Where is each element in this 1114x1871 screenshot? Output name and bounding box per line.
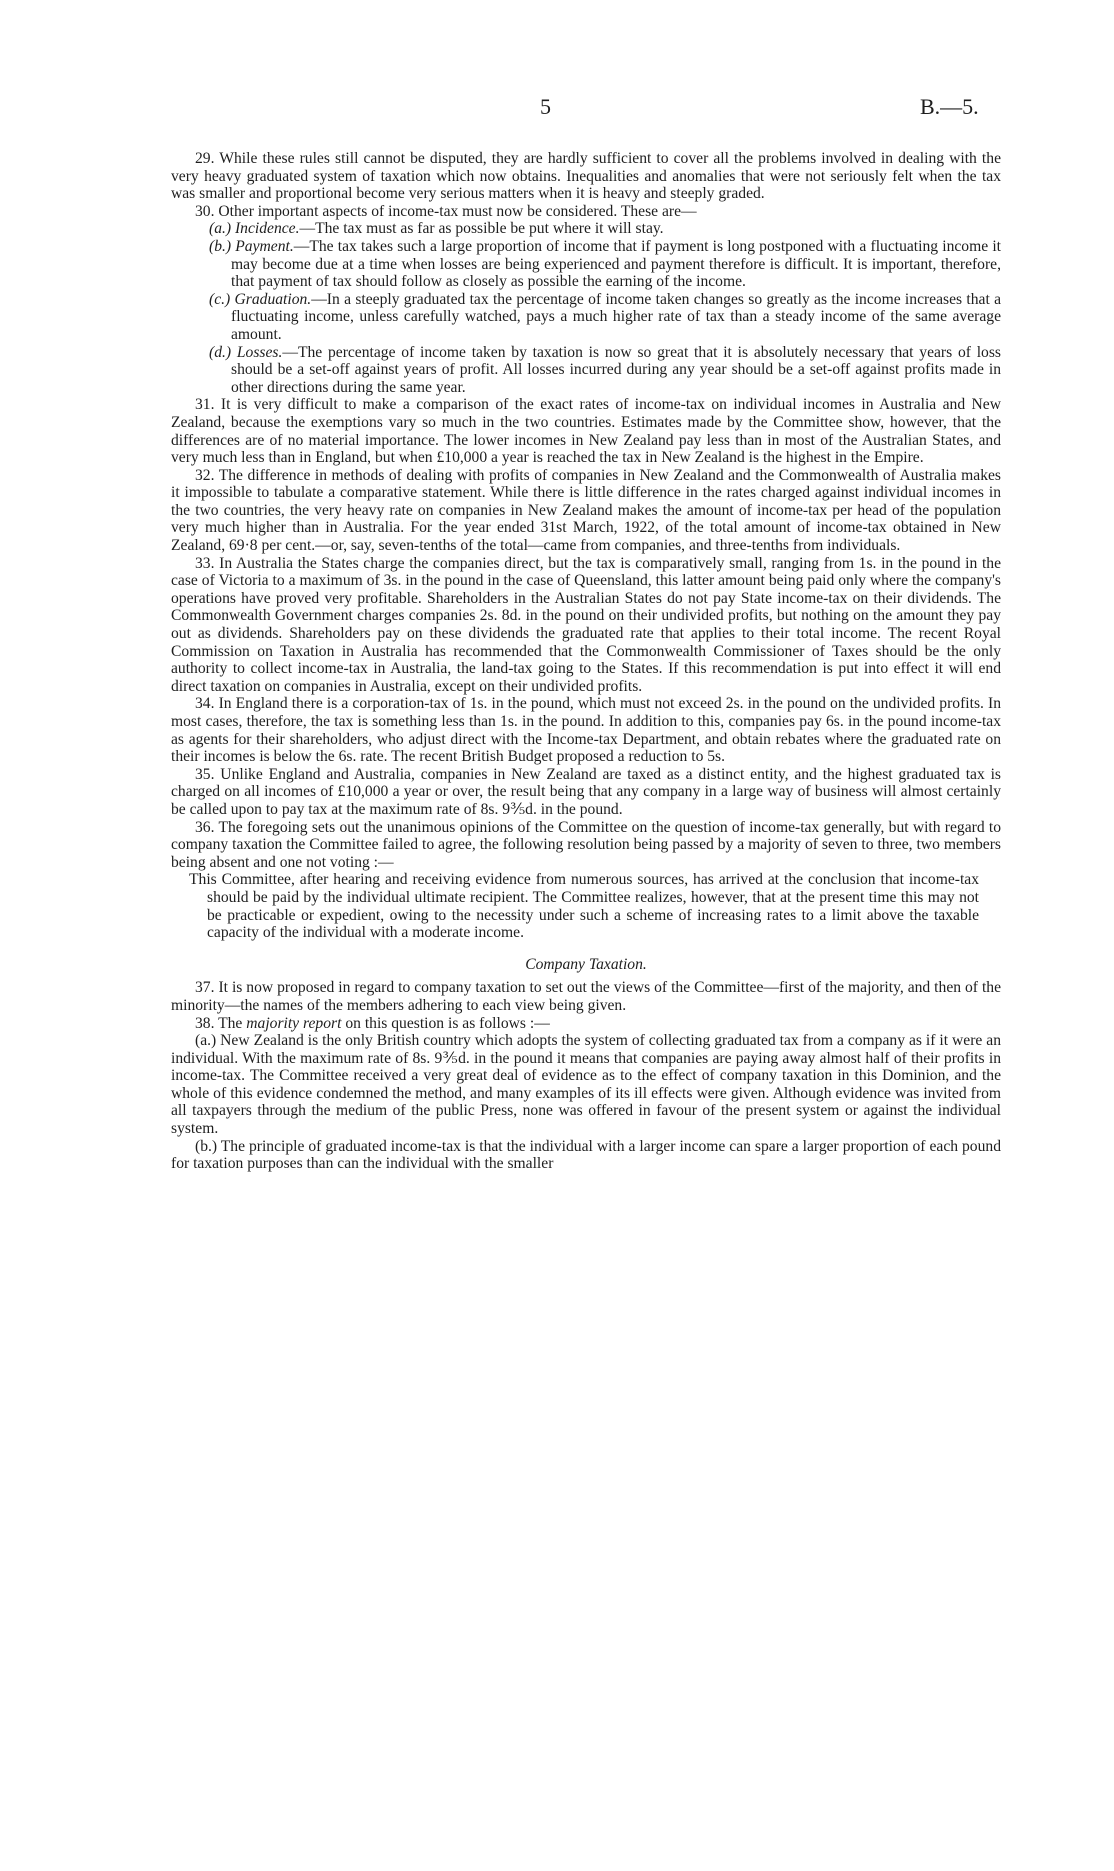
item-graduation: (c.) Graduation.—In a steeply graduated tax the percentage of income taken changes so greatly as the income increases that a fluctuating income, unless carefully watched, pays a much higher rate of tax than a steady income of the same average amount. — [209, 290, 1002, 343]
item-payment: (b.) Payment.—The tax takes such a large proportion of income that if payment is long postponed with a fluctuating income it may become due at a time when losses are being experienced and payment therefore is difficult. It is important, therefore, that payment of tax should follow as closely as possible the earning of the income. — [209, 237, 1001, 291]
paragraph-37: 37. It is now proposed in regard to company taxation to set out the views of the Committee—first of the majority, and then of the minority—the names of the members adhering to each view being given. — [171, 979, 1001, 1014]
paragraph-32: 32. The difference in methods of dealing with profits of companies in New Zealand and the Commonwealth of Australia makes it impossible to tabulate a comparative statement. While there is little difference in the rates charged against individual incomes in the two countries, the very heavy rate on companies in New Zealand makes the amount of income-tax per head of the population very much higher than in Australia. For the year ended 31st March, 1922, of the total amount of income-tax obtained in New Zealand, 69·8 per cent.—or, say, seven-tenths of the total—came from companies, and three-tenths from individuals. — [171, 466, 1001, 555]
item-label: (c.) Graduation. — [209, 290, 312, 308]
item-label: (a.) Incidence. — [209, 220, 300, 238]
paragraph-33: 33. In Australia the States charge the companies direct, but the tax is comparatively small, ranging from 1s. in the pound in the case of Victoria to a maximum of 3s. in the pound in the case of Queensland, this latter amount being paid only where the company's operations have proved very profitable. Shareholders in the Australian States do not pay State income-tax on their dividends. The Commonwealth Government charges companies 2s. 8d. in the pound on their undivided profits, but nothing on the amount they pay out as dividends. Shareholders pay on these dividends the graduated rate that applies to their total income. The recent Royal Commission on Taxation in Australia has recommended that the Commonwealth Commissioner of Taxes should be the only authority to collect income-tax in Australia, the land-tax going to the States. If this recommendation is put into effect it will end direct taxation on companies in Australia, except on their undivided profits. — [171, 554, 1001, 695]
paragraph-29: 29. While these rules still cannot be disputed, they are hardly sufficient to cover all the problems involved in dealing with the very heavy graduated system of taxation which now obtains. Inequalities and anomalies that were not seriously felt when the tax was smaller and proportional become very serious matters when it is heavy and steeply graded. — [171, 150, 1001, 203]
paragraph-34: 34. In England there is a corporation-tax of 1s. in the pound, which must not exceed 2s. in the pound on the undivided profits. In most cases, therefore, the tax is something less than 1s. in the pound. In addition to this, companies pay 6s. in the pound income-tax as agents for their shareholders, who adjust direct with the Income-tax Department, and obtain rebates where the graduated rate on their incomes is below the 6s. rate. The recent British Budget proposed a reduction to 5s. — [171, 695, 1001, 766]
paragraph-31: 31. It is very difficult to make a comparison of the exact rates of income-tax on individual incomes in Australia and New Zealand, because the exemptions vary so much in the two countries. Estimates made by the Committee show, however, that the differences are of no material importance. The lower incomes in New Zealand pay less than in most of the Australian States, and very much less than in England, but when £10,000 a year is reached the tax in New Zealand is the highest in the Empire. — [171, 396, 1001, 467]
body-text — [171, 150, 1001, 1173]
page-number: 5 — [540, 94, 551, 119]
report-code: B.—5. — [920, 94, 979, 119]
item-losses: (d.) Losses.—The percentage of income taken by taxation is now so great that it is absolutely necessary that years of loss should be a set-off against years of profit. All losses incurred during any year should be a set-off against profits made in other directions during the same year. — [209, 343, 1001, 396]
page-header — [0, 94, 1114, 128]
paragraph-38: 38. The majority report on this question is as follows :— — [195, 1014, 550, 1032]
resolution-quote: This Committee, after hearing and receiving evidence from numerous sources, has arrived at the conclusion that income-tax should be paid by the individual ultimate recipient. The Committee realizes, however, that at the present time this may not be practicable or expedient, owing to the necessity under such a scheme of increasing rates to a limit above the taxable capacity of the individual with a moderate income. — [189, 871, 979, 942]
paragraph-38b: (b.) The principle of graduated income-tax is that the individual with a larger income can spare a larger proportion of each pound for taxation purposes than can the individual with the smaller — [171, 1137, 1001, 1173]
section-heading-company-taxation: Company Taxation. — [525, 955, 647, 973]
paragraph-36: 36. The foregoing sets out the unanimous opinions of the Committee on the question of income-tax generally, but with regard to company taxation the Committee failed to agree, the following resolution being passed by a majority of seven to three, two members being absent and one not voting :— — [171, 818, 1001, 871]
paragraph-35: 35. Unlike England and Australia, companies in New Zealand are taxed as a distinct entity, and the highest graduated tax is charged on all incomes of £10,000 a year or over, the result being that any company in a large way of business will almost certainly be called upon to pay tax at the maximum rate of 8s. 9⅗d. in the pound. — [171, 765, 1001, 818]
paragraph-38a: (a.) New Zealand is the only British country which adopts the system of collecting graduated tax from a company as if it were an individual. With the maximum rate of 8s. 9⅗d. in the pound it means that companies are paying away almost half of their profits in income-tax. The Committee received a very great deal of evidence as to the effect of company taxation in this Dominion, and the whole of this evidence condemned the method, and many examples of its ill effects were given. Although evidence was invited from all taxpayers through the medium of the public Press, none was offered in favour of the present system or against the individual system. — [171, 1032, 1001, 1138]
item-label: (b.) Payment. — [209, 237, 294, 255]
item-label: (d.) Losses. — [209, 343, 283, 361]
item-incidence: (a.) Incidence.—The tax must as far as possible be put where it will stay. — [209, 220, 664, 238]
paragraph-30: 30. Other important aspects of income-tax must now be considered. These are— — [195, 202, 697, 220]
